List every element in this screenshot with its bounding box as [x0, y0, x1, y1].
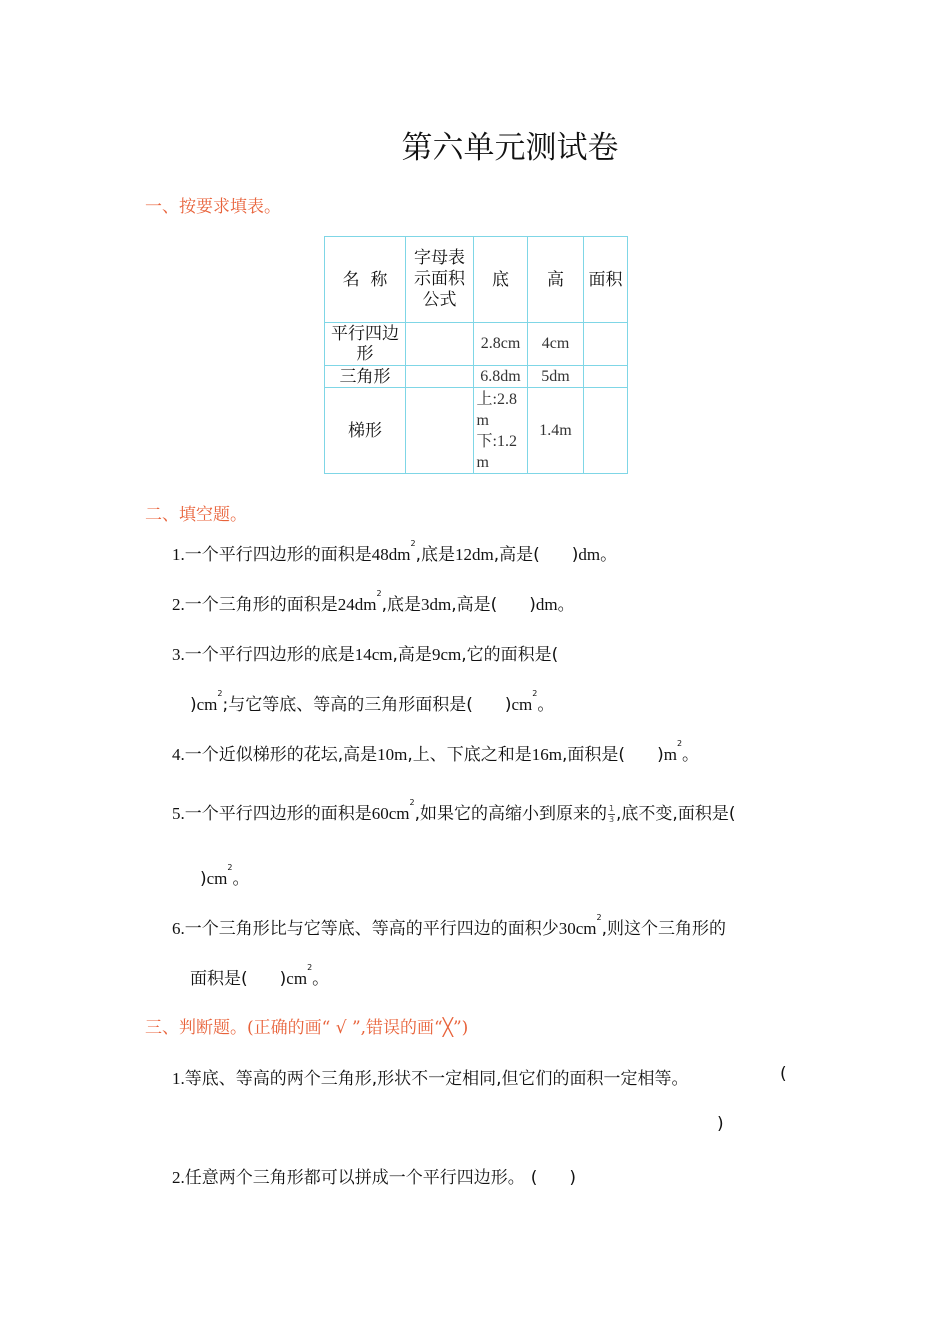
row-area[interactable]	[584, 388, 628, 474]
row-base: 2.8cm	[474, 323, 528, 366]
judge-question-1: 1.等底、等高的两个三角形,形状不一定相同,但它们的面积一定相等。	[172, 1069, 689, 1089]
fill-question-6-cont: 面积是( )$cm^2$。	[190, 963, 330, 989]
header-height: 高	[528, 237, 584, 323]
header-area: 面积	[584, 237, 628, 323]
judge-2-open-paren[interactable]: (	[530, 1168, 538, 1188]
row-formula[interactable]	[406, 388, 474, 474]
row-base: 上:2.8m 下:1.2m	[474, 388, 528, 474]
table-row	[325, 323, 628, 366]
table-header-row	[325, 237, 628, 323]
header-name: 名 称	[325, 237, 406, 323]
fill-question-1: 1.一个平行四边形的面积是$48dm^2$,底是12dm,高是( )dm。	[172, 539, 618, 565]
judge-1-open-paren[interactable]: (	[780, 1064, 787, 1084]
row-area[interactable]	[584, 323, 628, 366]
table-row	[325, 388, 628, 474]
fraction-one-third: $\frac{1}{3}$	[608, 803, 615, 824]
row-area[interactable]	[584, 366, 628, 388]
fill-question-5: 5.一个平行四边形的面积是$60cm^2$,如果它的高缩小到原来的 $\frac{1}{3}$ ,底不变,面积是(	[172, 798, 736, 824]
judge-question-2: 2.任意两个三角形都可以拼成一个平行四边形。 ( )	[172, 1168, 577, 1188]
page-title: 第六单元测试卷	[401, 130, 619, 166]
judge-2-close-paren[interactable]: )	[569, 1168, 577, 1188]
section-3-heading: 三、判断题。(正确的画“ √ ”,错误的画“╳”)	[145, 1018, 469, 1038]
section-2-heading: 二、填空题。	[145, 505, 247, 525]
fill-question-5-cont: )$cm^2$。	[200, 863, 250, 889]
row-height: 4cm	[528, 323, 584, 366]
row-height: 1.4m	[528, 388, 584, 474]
fill-question-3-cont: )$cm^2$;与它等底、等高的三角形面积是( )$cm^2$。	[190, 689, 555, 715]
row-height: 5dm	[528, 366, 584, 388]
row-formula[interactable]	[406, 366, 474, 388]
fill-table	[324, 236, 628, 474]
header-base: 底	[474, 237, 528, 323]
fill-question-6: 6.一个三角形比与它等底、等高的平行四边的面积少$30cm^2$,则这个三角形的	[172, 913, 727, 939]
header-formula: 字母表示面积公式	[406, 237, 474, 323]
row-name: 梯形	[325, 388, 406, 474]
row-base: 6.8dm	[474, 366, 528, 388]
table-row	[325, 366, 628, 388]
section-1-heading: 一、按要求填表。	[145, 197, 281, 217]
row-name: 平行四边形	[325, 323, 406, 366]
row-formula[interactable]	[406, 323, 474, 366]
fill-question-2: 2.一个三角形的面积是$24dm^2$,底是3dm,高是( )dm。	[172, 589, 575, 615]
judge-1-close-paren[interactable]: )	[717, 1114, 724, 1134]
row-name: 三角形	[325, 366, 406, 388]
fill-question-3: 3.一个平行四边形的底是14cm,高是9cm,它的面积是(	[172, 645, 559, 665]
fill-question-4: 4.一个近似梯形的花坛,高是10m,上、下底之和是16m,面积是( )$m^2$。	[172, 739, 700, 765]
